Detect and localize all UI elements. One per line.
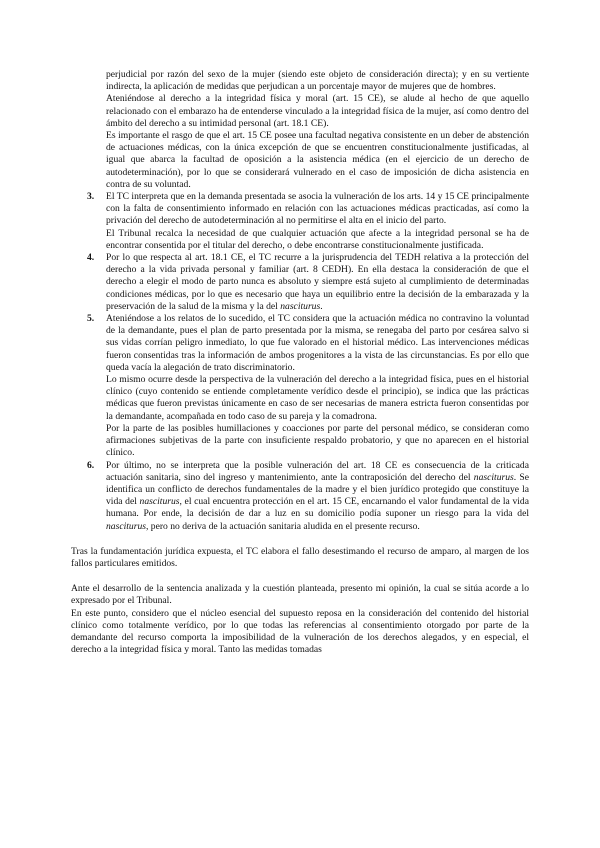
text-run: , pero no deriva de la actuación sanitaria aludida en el presente recurso. <box>145 520 420 532</box>
paragraph: Ateniéndose al derecho a la integridad física y moral (art. 15 CE), se alude al hecho de que aquello relacionado con el embarazo ha de entenderse vinculado a la integridad física de la mujer, así como dentro del ámbito del derecho a su intimidad personal (art. 18.1 CE). <box>106 93 529 129</box>
list-item-4 <box>87 252 529 313</box>
list-number: 6. <box>87 459 95 471</box>
list-item-6 <box>87 459 530 533</box>
italic-term: nasciturus <box>139 496 180 508</box>
paragraph <box>106 252 529 313</box>
spacer <box>71 570 529 583</box>
paragraph: Ateniéndose a los relatos de lo sucedido, el TC considera que la actuación médica no contravino la voluntad de la demandante, pues el plan de parto presentada por la misma, se renegaba del parto por cesárea salvo si sus vidas corrían peligro inmediato, lo que fue valorado en el historial médico. Las intervenciones médicas fueron consentidas tras la información de ambos progenitores a la vista de las circunstancias. Es por ello que queda vacía la alegación de trato discriminatorio. <box>106 313 529 373</box>
paragraph: Por la parte de las posibles humillaciones y coacciones por parte del personal médico, se consideran como afirmaciones subjetivas de la parte con insuficiente respaldo probatorio, y que no aparecen en el historial clínico. <box>106 422 529 459</box>
italic-term: nasciturus <box>106 520 146 532</box>
italic-term: nasciturus <box>473 471 514 483</box>
list-number: 3. <box>87 191 95 203</box>
spacer <box>71 533 529 546</box>
text-run: Por último, no se interpreta que la posible vulneración del art. 18 CE es consecuencia de la criticada actuación sanitaria, sino del ingreso y mantenimiento, ante la contraposición del derecho del <box>106 459 529 483</box>
paragraph: perjudicial por razón del sexo de la mujer (siendo este objeto de consideración directa); y en su vertiente indirecta, la aplicación de medidas que perjudican a un porcentaje mayor de mujeres que de hombres. <box>106 69 529 93</box>
text-run: , el cual encuentra protección en el art. 15 CE, encarnando el valor fundamental de la vida humana. Por ende, la decisión de dar a luz en su domicilio podía suponer un riesgo para la vida del <box>106 496 529 520</box>
paragraph: Tras la fundamentación jurídica expuesta, el TC elabora el fallo desestimando el recurso de amparo, al margen de los fallos particulares emitidos. <box>71 545 529 569</box>
text-run: . Se identifica un conflicto de derechos fundamentales de la madre y el bien jurídico protegido que constituye la vida del <box>106 471 530 508</box>
list-number: 4. <box>87 252 95 264</box>
list-number: 5. <box>87 313 95 325</box>
italic-term: nasciturus <box>280 300 321 312</box>
paragraph: Es importante el rasgo de que el art. 15 CE posee una facultad negativa consistente en un deber de abstención de actuaciones médicas, con la única excepción de que se encuentren constitucionalmente justificadas, al igual que abarca la facultad de oposición a la asistencia médica (en el ejercicio de un derecho de autodeterminación), por lo que se considerará vulnerado en el caso de imposición de dicha asistencia en contra de su voluntad. <box>106 130 529 190</box>
paragraph <box>106 460 529 533</box>
paragraph: El Tribunal recalca la necesidad de que cualquier actuación que afecte a la integridad personal se ha de encontrar consentida por el titular del derecho, o debe encontrarse constitucionalmente justificada. <box>106 227 529 251</box>
paragraph: Lo mismo ocurre desde la perspectiva de la vulneración del derecho a la integridad física, pues en el historial clínico (cuyo contenido se entiende completamente verídico desde el principio), se indica que las prácticas médicas que fueron previstas únicamente en caso de ser necesarias de manera estricta fueron consentidas por la demandante, acompañada en todo caso de su pareja y la comadrona. <box>106 374 529 422</box>
list-item-3 <box>87 191 529 252</box>
list-item-5 <box>87 313 529 459</box>
text-run: Por lo que respecta al art. 18.1 CE, el TC recurre a la jurisprudencia del TEDH relativa a la protección del derecho a la vida privada personal y familiar (art. 8 CEDH). En ella destaca la consideración de que el derecho a elegir el modo de parto nunca es absoluto y siempre está sujeto al cumplimiento de determinadas condiciones médicas, por lo que es necesario que haya un equilibrio entre la decisión de la embarazada y la preservación de la salud de la misma y la del <box>106 252 529 312</box>
paragraph: El TC interpreta que en la demanda presentada se asocia la vulneración de los arts. 14 y 15 CE principalmente con la falta de consentimiento informado en relación con las actuaciones médicas practicadas, así como la privación del derecho de autodeterminación al no permitirse el alta en el inicio del parto. <box>106 191 529 227</box>
text-run: . <box>320 300 323 312</box>
paragraph: En este punto, considero que el núcleo esencial del supuesto reposa en la consideración del contenido del historial clínico como totalmente verídico, por lo que todas las referencias al consentimiento otorgado por parte de la demandante del recurso comporta la imposibilidad de la vulneración de los derechos alegados, y en especial, el derecho a la integridad física y moral. Tanto las medidas tomadas <box>71 607 529 656</box>
paragraph: Ante el desarrollo de la sentencia analizada y la cuestión planteada, presento mi opinión, la cual se sitúa acorde a lo expresado por el Tribunal. <box>71 583 529 607</box>
